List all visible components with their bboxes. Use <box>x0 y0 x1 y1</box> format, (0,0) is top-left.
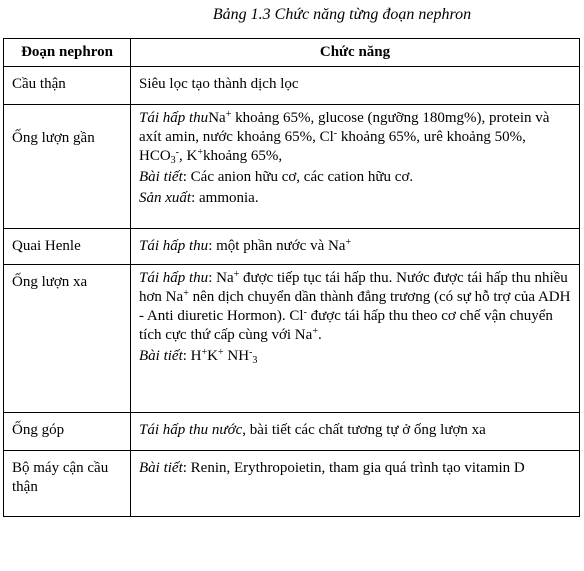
function-cell <box>131 265 580 413</box>
table-row <box>4 105 580 229</box>
function-cell: Siêu lọc tạo thành dịch lọc <box>131 67 580 105</box>
segment-cell: Cầu thận <box>4 67 131 105</box>
segment-cell: Ống lượn gần <box>4 105 131 229</box>
secrete-label: Bài tiết <box>139 169 183 185</box>
reabsorb-label: Tái hấp thu <box>139 238 209 254</box>
table-row <box>4 229 580 265</box>
function-cell: Bài tiết: Renin, Erythropoietin, tham gia quá trình tạo vitamin D <box>131 451 580 517</box>
nephron-function-table <box>3 38 580 517</box>
reabsorb-water-label: Tái hấp thu nước <box>139 422 243 438</box>
table-row <box>4 67 580 105</box>
function-cell <box>131 105 580 229</box>
table-row <box>4 413 580 451</box>
reabsorption-paragraph: Tái hấp thu: Na+ được tiếp tục tái hấp thu. Nước được tái hấp thu nhiều hơn Na+ nên dịch chuyển dần thành đẳng trương (có sự hỗ trợ của ADH - Anti diuretic Hormon). Cl- được tái hấp thu theo cơ chế vận chuyển tích cực thứ cấp cùng với Na+. <box>139 269 571 343</box>
segment-cell: Bộ máy cận cầu thận <box>4 451 131 517</box>
secrete-label: Bài tiết <box>139 348 183 364</box>
function-cell: Tái hấp thu: một phần nước và Na+ <box>131 229 580 265</box>
function-cell: Tái hấp thu nước, bài tiết các chất tương tự ở ống lượn xa <box>131 413 580 451</box>
secretion-paragraph: Bài tiết: H+K+ $NH^-_3$ <box>139 347 258 366</box>
header-segment: Đoạn nephron <box>4 39 131 67</box>
table-caption: Bảng 1.3 Chức năng từng đoạn nephron <box>212 6 472 23</box>
segment-cell: Ống góp <box>4 413 131 451</box>
secrete-label: Bài tiết <box>139 460 183 476</box>
produce-label: Sản xuất <box>139 190 192 206</box>
secretion-paragraph: Bài tiết: Các anion hữu cơ, các cation hữu cơ. <box>139 169 414 185</box>
segment-cell: Quai Henle <box>4 229 131 265</box>
reabsorb-label: Tái hấp thu <box>139 270 209 286</box>
reabsorb-label: Tái hấp thu <box>139 110 209 126</box>
segment-cell: Ống lượn xa <box>4 265 131 413</box>
production-paragraph: Sản xuất: ammonia. <box>139 190 259 206</box>
reabsorption-paragraph: Tái hấp thuNa+ khoảng 65%, glucose (ngưỡng 180mg%), protein và axít amin, nước khoảng 65%, Cl- khoảng 65%, urê khoảng 50%, $HCO_3^-$, K+khoảng 65%, <box>139 109 550 166</box>
table-row <box>4 451 580 517</box>
table-header-row <box>4 39 580 67</box>
table-row <box>4 265 580 413</box>
header-function: Chức năng <box>131 39 580 67</box>
